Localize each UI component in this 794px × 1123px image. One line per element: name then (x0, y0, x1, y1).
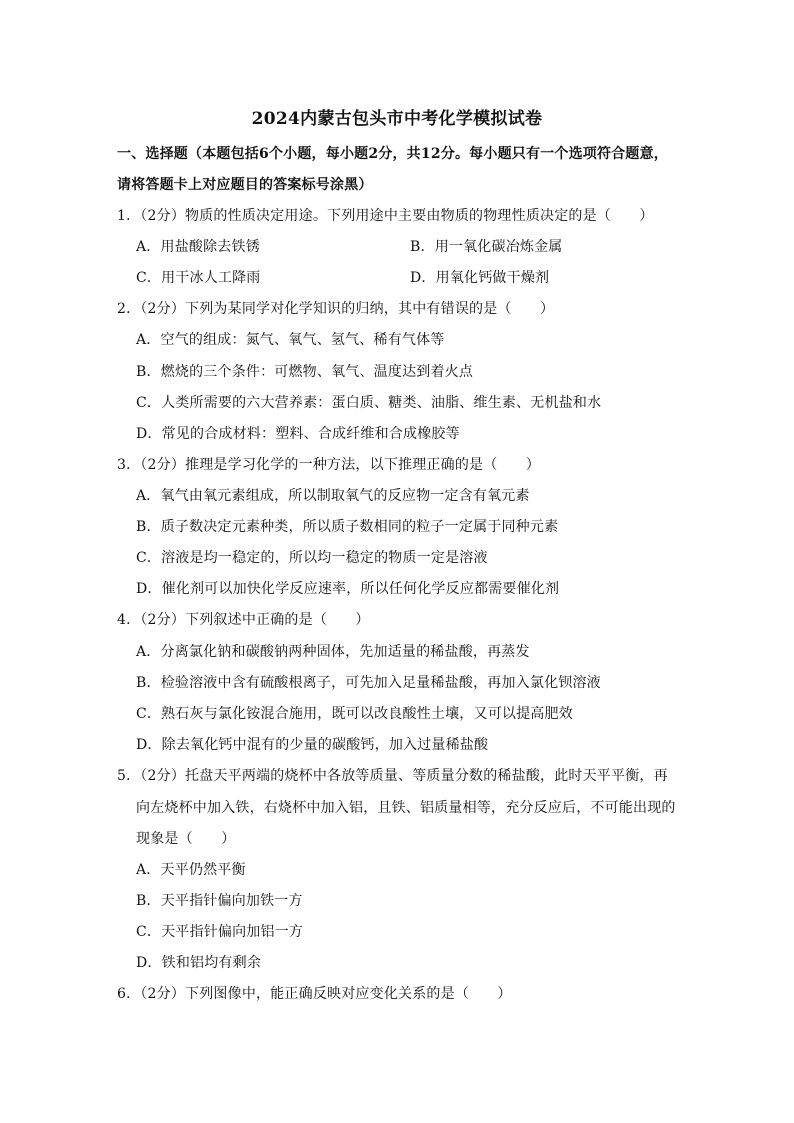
exam-title: 2024内蒙古包头市中考化学模拟试卷 (251, 109, 543, 129)
question-2-option-d: D．常见的合成材料：塑料、合成纤维和合成橡胶等 (136, 426, 460, 442)
question-4-option-c: C．熟石灰与氯化铵混合施用，既可以改良酸性土壤，又可以提高肥效 (136, 706, 573, 722)
question-1-options-row-1 (136, 238, 656, 256)
question-5-stem-line-2: 向左烧杯中加入铁，右烧杯中加入铝，且铁、铝质量相等，充分反应后，不可能出现的 (136, 800, 676, 816)
question-3-option-a: A．氧气由氧元素组成，所以制取氧气的反应物一定含有氧元素 (136, 488, 530, 504)
question-3-option-d: D．催化剂可以加快化学反应速率，所以任何化学反应都需要催化剂 (136, 581, 560, 597)
question-3-option-b: B．质子数决定元素种类，所以质子数相同的粒子一定属于同种元素 (136, 519, 559, 535)
question-5-option-a: A．天平仍然平衡 (136, 862, 246, 878)
question-5-option-c: C．天平指针偏向加铝一方 (136, 924, 304, 940)
question-1-option-d: D．用氧化钙做干燥剂 (410, 270, 550, 286)
question-5-stem-line-1: 5．（2分）托盘天平两端的烧杯中各放等质量、等质量分数的稀盐酸，此时天平平衡，再 (117, 768, 668, 784)
section-heading-line-1: 一、选择题（本题包括6个小题，每小题2分，共12分。每小题只有一个选项符合题意， (117, 146, 668, 162)
question-5-option-b: B．天平指针偏向加铁一方 (136, 893, 303, 909)
question-4-option-a: A．分离氯化钠和碳酸钠两种固体，先加适量的稀盐酸，再蒸发 (136, 644, 530, 660)
question-2-option-a: A．空气的组成：氮气、氧气、氢气、稀有气体等 (136, 332, 445, 348)
question-1-option-a: A．用盐酸除去铁锈 (136, 239, 260, 255)
question-3-option-c: C．溶液是均一稳定的，所以均一稳定的物质一定是溶液 (136, 550, 488, 566)
question-2-stem: 2．（2分）下列为某同学对化学知识的归纳，其中有错误的是（ ） (117, 301, 555, 317)
question-5-option-d: D．铁和铝均有剩余 (136, 955, 262, 971)
question-2-option-c: C．人类所需要的六大营养素：蛋白质、糖类、油脂、维生素、无机盐和水 (136, 395, 602, 411)
question-6-stem: 6．（2分）下列图像中，能正确反映对应变化关系的是（ ） (117, 986, 512, 1002)
question-2-option-b: B．燃烧的三个条件：可燃物、氧气、温度达到着火点 (136, 364, 474, 380)
question-4-stem: 4．（2分）下列叙述中正确的是（ ） (117, 612, 370, 628)
section-heading-line-2: 请将答题卡上对应题目的答案标号涂黑） (117, 177, 373, 193)
question-1-options-row-2 (136, 269, 656, 287)
question-1-stem: 1．（2分）物质的性质决定用途。下列用途中主要由物质的物理性质决定的是（ ） (117, 208, 654, 224)
question-3-stem: 3．（2分）推理是学习化学的一种方法，以下推理正确的是（ ） (117, 457, 541, 473)
question-4-option-b: B．检验溶液中含有硫酸根离子，可先加入足量稀盐酸，再加入氯化钡溶液 (136, 675, 601, 691)
question-5-stem-line-3: 现象是（ ） (136, 831, 236, 847)
question-1-option-b: B．用一氧化碳冶炼金属 (410, 239, 563, 255)
question-1-option-c: C．用干冰人工降雨 (136, 270, 261, 286)
question-4-option-d: D．除去氧化钙中混有的少量的碳酸钙，加入过量稀盐酸 (136, 737, 489, 753)
